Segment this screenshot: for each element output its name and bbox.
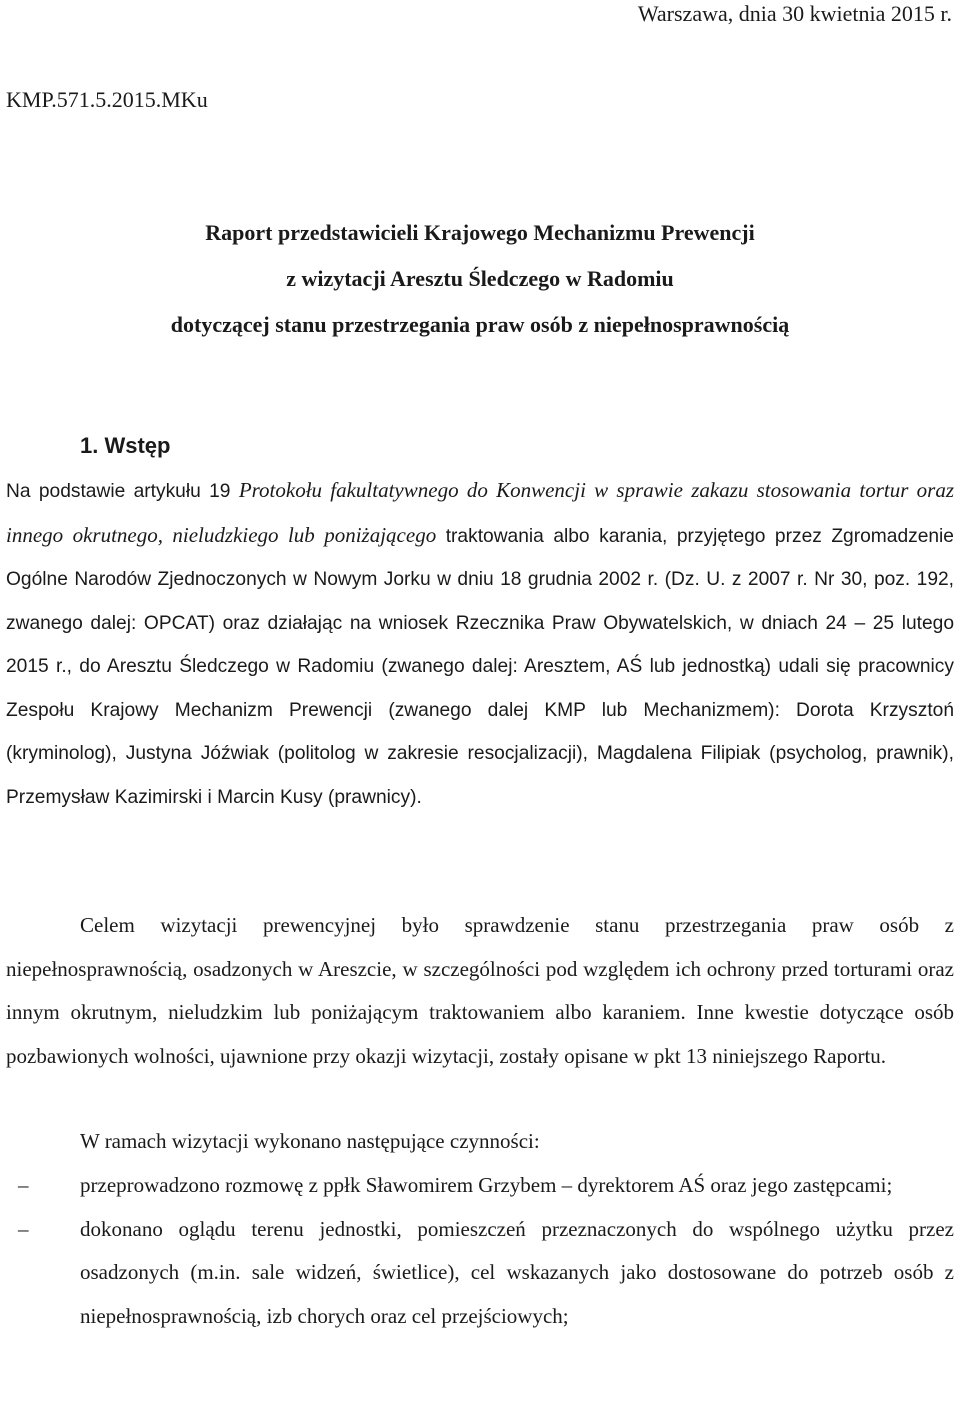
list-item-text: przeprowadzono rozmowę z ppłk Sławomirem Grzybem – dyrektorem AŚ oraz jego zastępcami; [80,1173,893,1197]
section-heading: 1. Wstęp [80,433,171,458]
list-dash: – [18,1173,29,1197]
reference-number: KMP.571.5.2015.MKu [6,87,208,112]
document-title [0,210,960,348]
paragraph-intro-rest: traktowania albo karania, przyjętego przez Zgromadzenie Ogólne Narodów Zjednoczonych w Nowym Jorku w dniu 18 grudnia 2002 r. (Dz. U. z 2007 r. Nr 30, poz. 192, zwanego dalej: OPCAT) oraz działając na wniosek Rzecznika Praw Obywatelskich, w dniach 24 – 25 lutego 2015 r., do Aresztu Śledczego w Radomiu (zwanego dalej: Aresztem, AŚ lub jednostką) udali się pracownicy Zespołu Krajowy Mechanizm Prewencji (zwanego dalej KMP lub Mechanizmem): Dorota Krzysztoń (kryminolog), Justyna Jóźwiak (politolog w zakresie resocjalizacji), Magdalena Filipiak (psycholog, prawnik), Przemysław Kazimirski i Marcin Kusy (prawnicy). [6,525,954,808]
list-item-text: dokonano oglądu terenu jednostki, pomieszczeń przeznaczonych do wspólnego użytku przez osadzonych (m.in. sale widzeń, świetlice), cel wskazanych jako dostosowane do potrzeb osób z niepełnosprawnością, izb chorych oraz cel przejściowych; [80,1216,954,1328]
title-line-3: dotyczącej stanu przestrzegania praw osób z niepełnosprawnością [170,312,790,337]
list-dash: – [18,1216,29,1241]
paragraph-intro [6,469,954,819]
title-line-2: z wizytacji Aresztu Śledczego w Radomiu [286,266,674,291]
list-item [6,1164,954,1208]
paragraph-intro-start: Na podstawie artykułu 19 [6,481,239,502]
paragraph-activities-intro: W ramach wizytacji wykonano następujące czynności: [80,1129,540,1153]
list-item [6,1208,954,1339]
document-date: Warszawa, dnia 30 kwietnia 2015 r. [637,1,952,26]
title-line-1: Raport przedstawicieli Krajowego Mechanizmu Prewencji [205,220,755,245]
paragraph-purpose: Celem wizytacji prewencyjnej było sprawdzenie stanu przestrzegania praw osób z niepełnosprawnością, osadzonych w Areszcie, w szczególności pod względem ich ochrony przed torturami oraz innym okrutnym, nieludzkim lub poniżającym traktowaniem albo karaniem. Inne kwestie dotyczące osób pozbawionych wolności, ujawnione przy okazji wizytacji, zostały opisane w pkt 13 niniejszego Raportu. [6,913,954,1068]
activities-list [6,1164,954,1338]
protocol-title-italic: Protokołu fakultatywnego do Konwencji w sprawie zakazu stosowania tortur oraz innego okrutnego, nieludzkiego lub poniżającego [6,478,955,547]
